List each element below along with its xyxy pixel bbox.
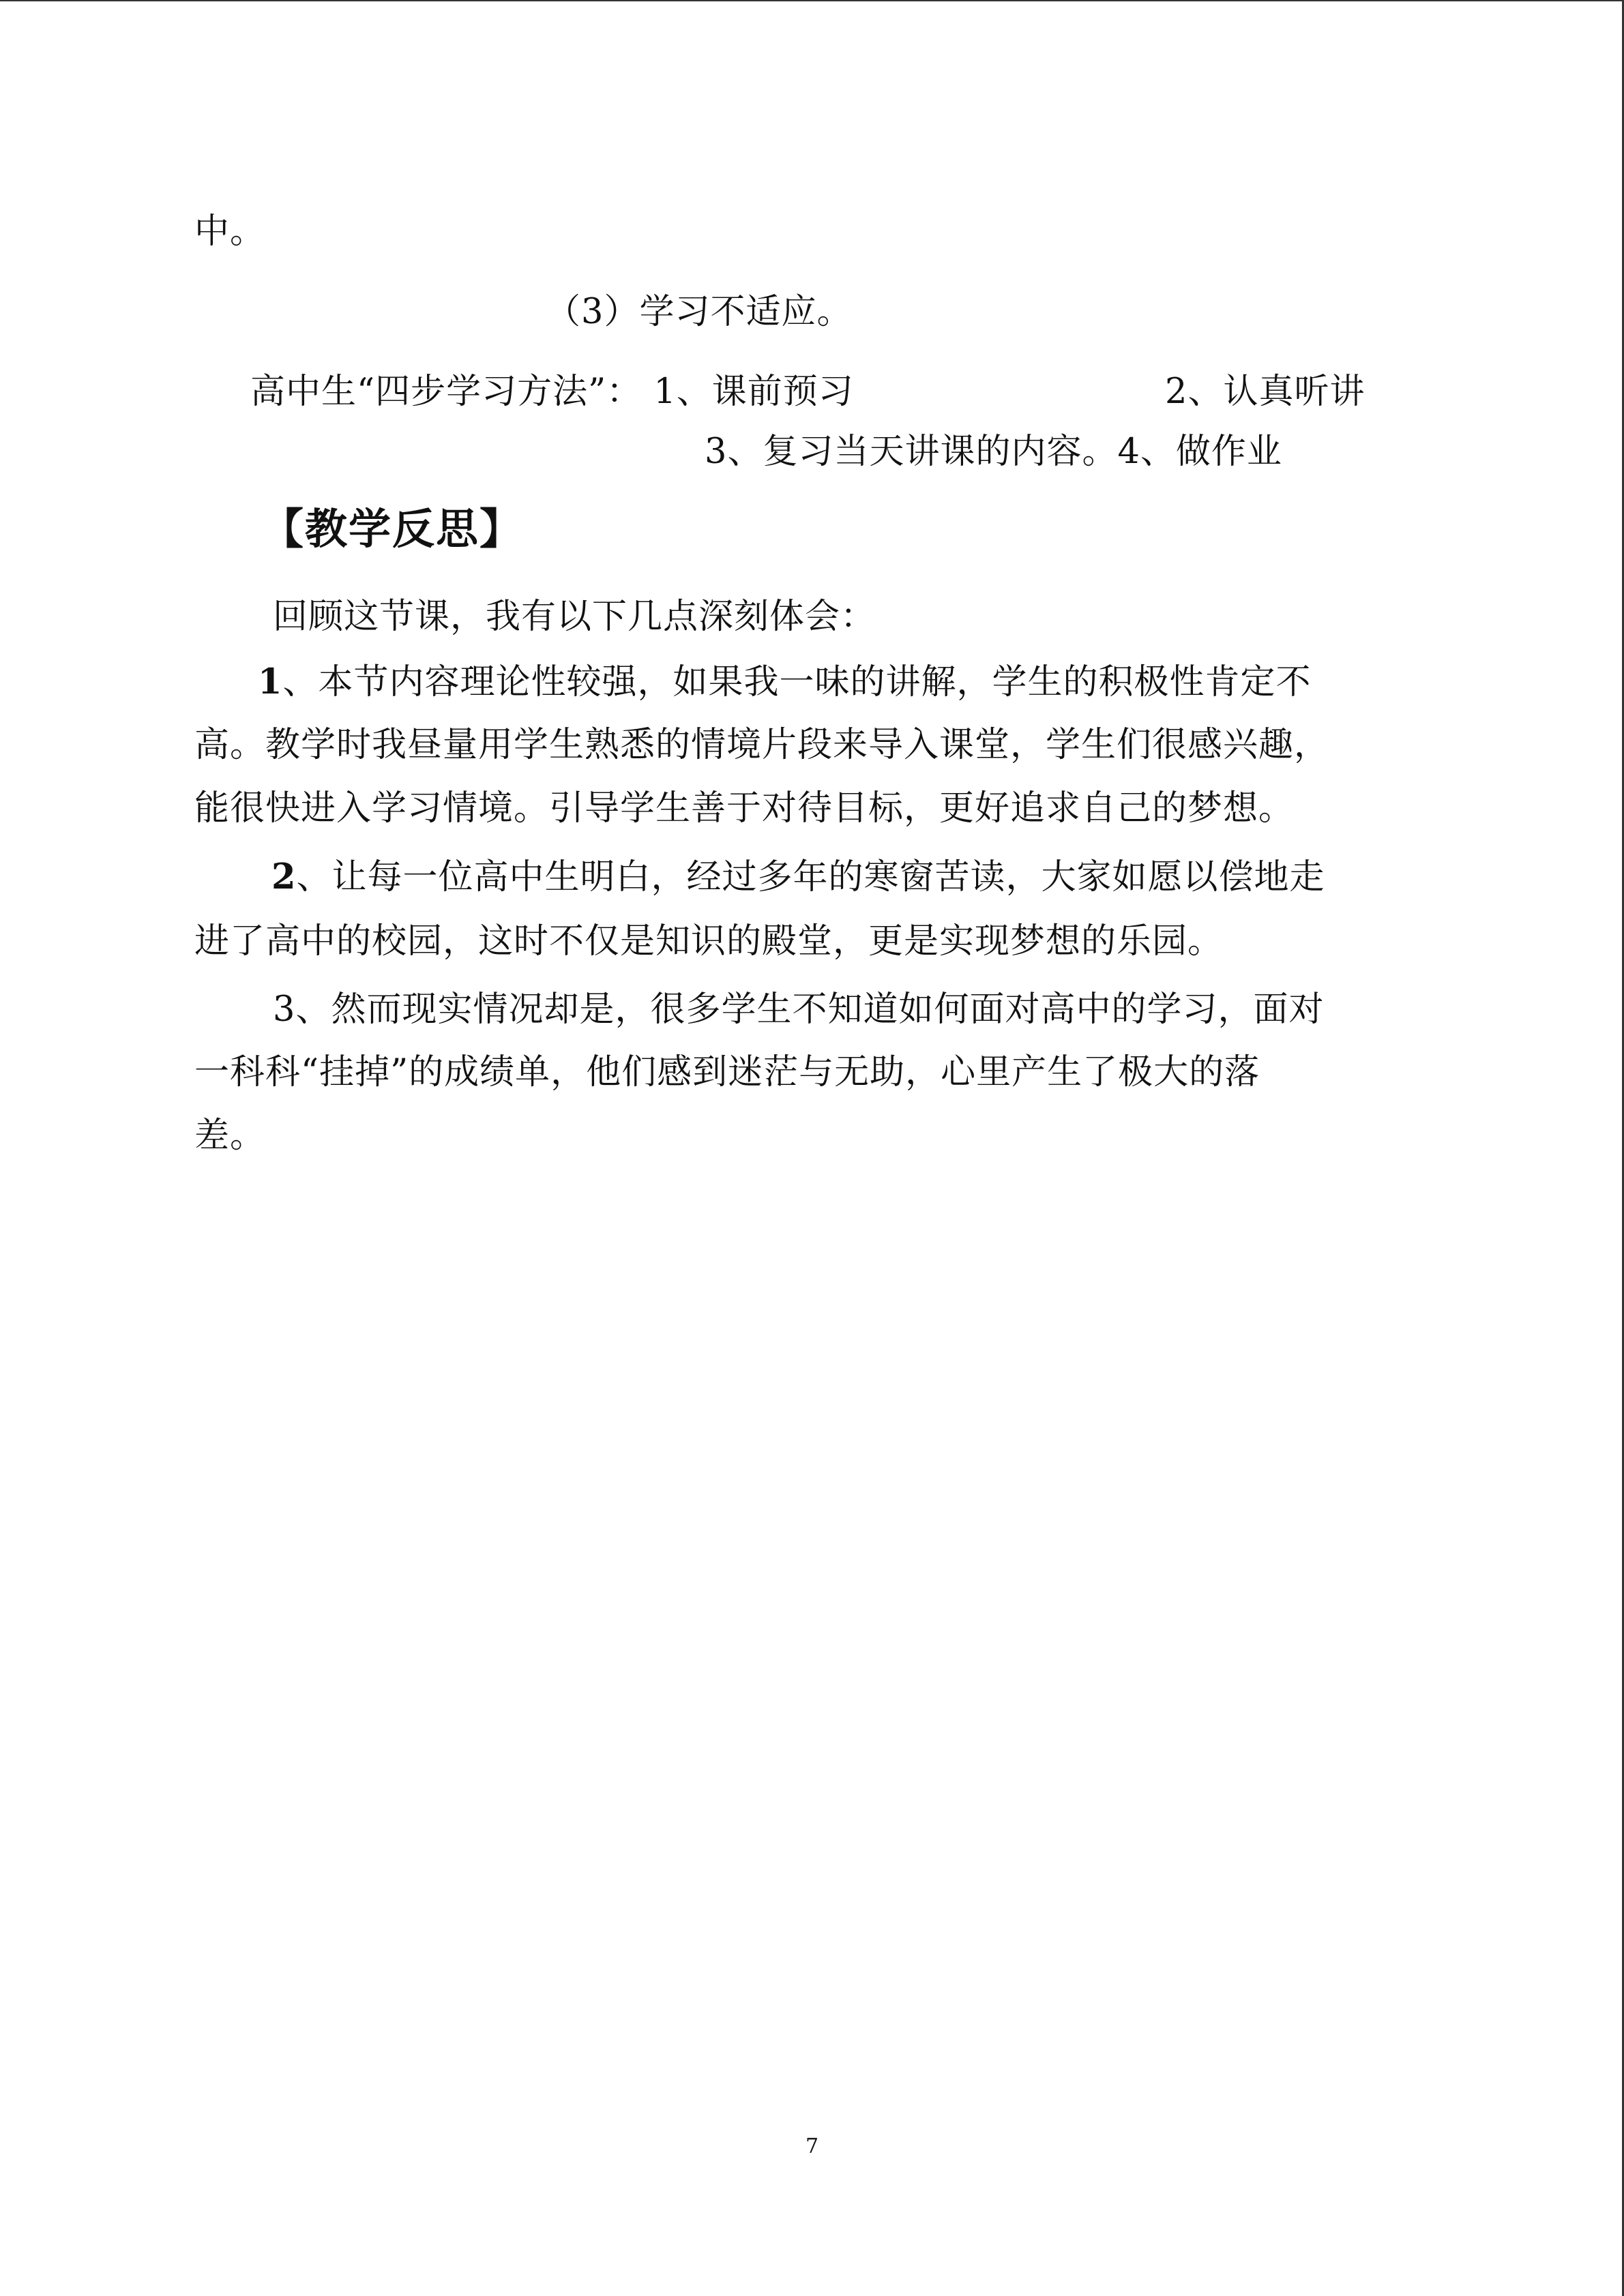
point-1-line-3: 能很快进入学习情境。引导学生善于对待目标，更好追求自己的梦想。 (194, 788, 1295, 829)
point-3-line-2: 一科科“挂掉”的成绩单，他们感到迷茫与无助，心里产生了极大的落 (194, 1052, 1260, 1092)
continuation-line: 中。 (194, 211, 266, 252)
point-2-text: 、让每一位高中生明白，经过多年的寒窗苦读，大家如愿以偿地走 (296, 857, 1325, 897)
point-2-line-1 (271, 853, 1325, 901)
point-2-number: 2 (271, 856, 297, 897)
point-1-line-2: 高。教学时我昼量用学生熟悉的情境片段来导入课堂，学生们很感兴趣， (194, 725, 1330, 765)
intro-paragraph: 回顾这节课，我有以下几点深刻体会： (273, 597, 876, 637)
method-line-part-3: 3、复习当天讲课的内容。4、做作业 (705, 432, 1282, 472)
point-3-number: 3 (273, 989, 296, 1030)
point-2-line-2: 进了高中的校园，这时不仅是知识的殿堂，更是实现梦想的乐园。 (194, 921, 1224, 961)
point-1-text: 、本节内容理论性较强，如果我一味的讲解，学生的积极性肯定不 (282, 662, 1312, 702)
method-line-part-2: 2、认真听讲 (1165, 372, 1365, 412)
method-line-part-1: 高中生“四步学习方法”： 1、课前预习 (250, 372, 854, 412)
point-1-number: 1 (258, 661, 283, 702)
section-heading: 【教学反思】 (261, 504, 524, 554)
page-number: 7 (805, 2134, 819, 2158)
point-1-line-1 (258, 658, 1312, 706)
list-item-3: （3）学习不适应。 (546, 292, 853, 332)
page-border-top (0, 0, 1624, 1)
point-3-text: 、然而现实情况却是，很多学生不知道如何面对高中的学习，面对 (295, 989, 1325, 1030)
point-3-line-3: 差。 (194, 1116, 266, 1156)
point-3-line-1 (273, 986, 1324, 1034)
